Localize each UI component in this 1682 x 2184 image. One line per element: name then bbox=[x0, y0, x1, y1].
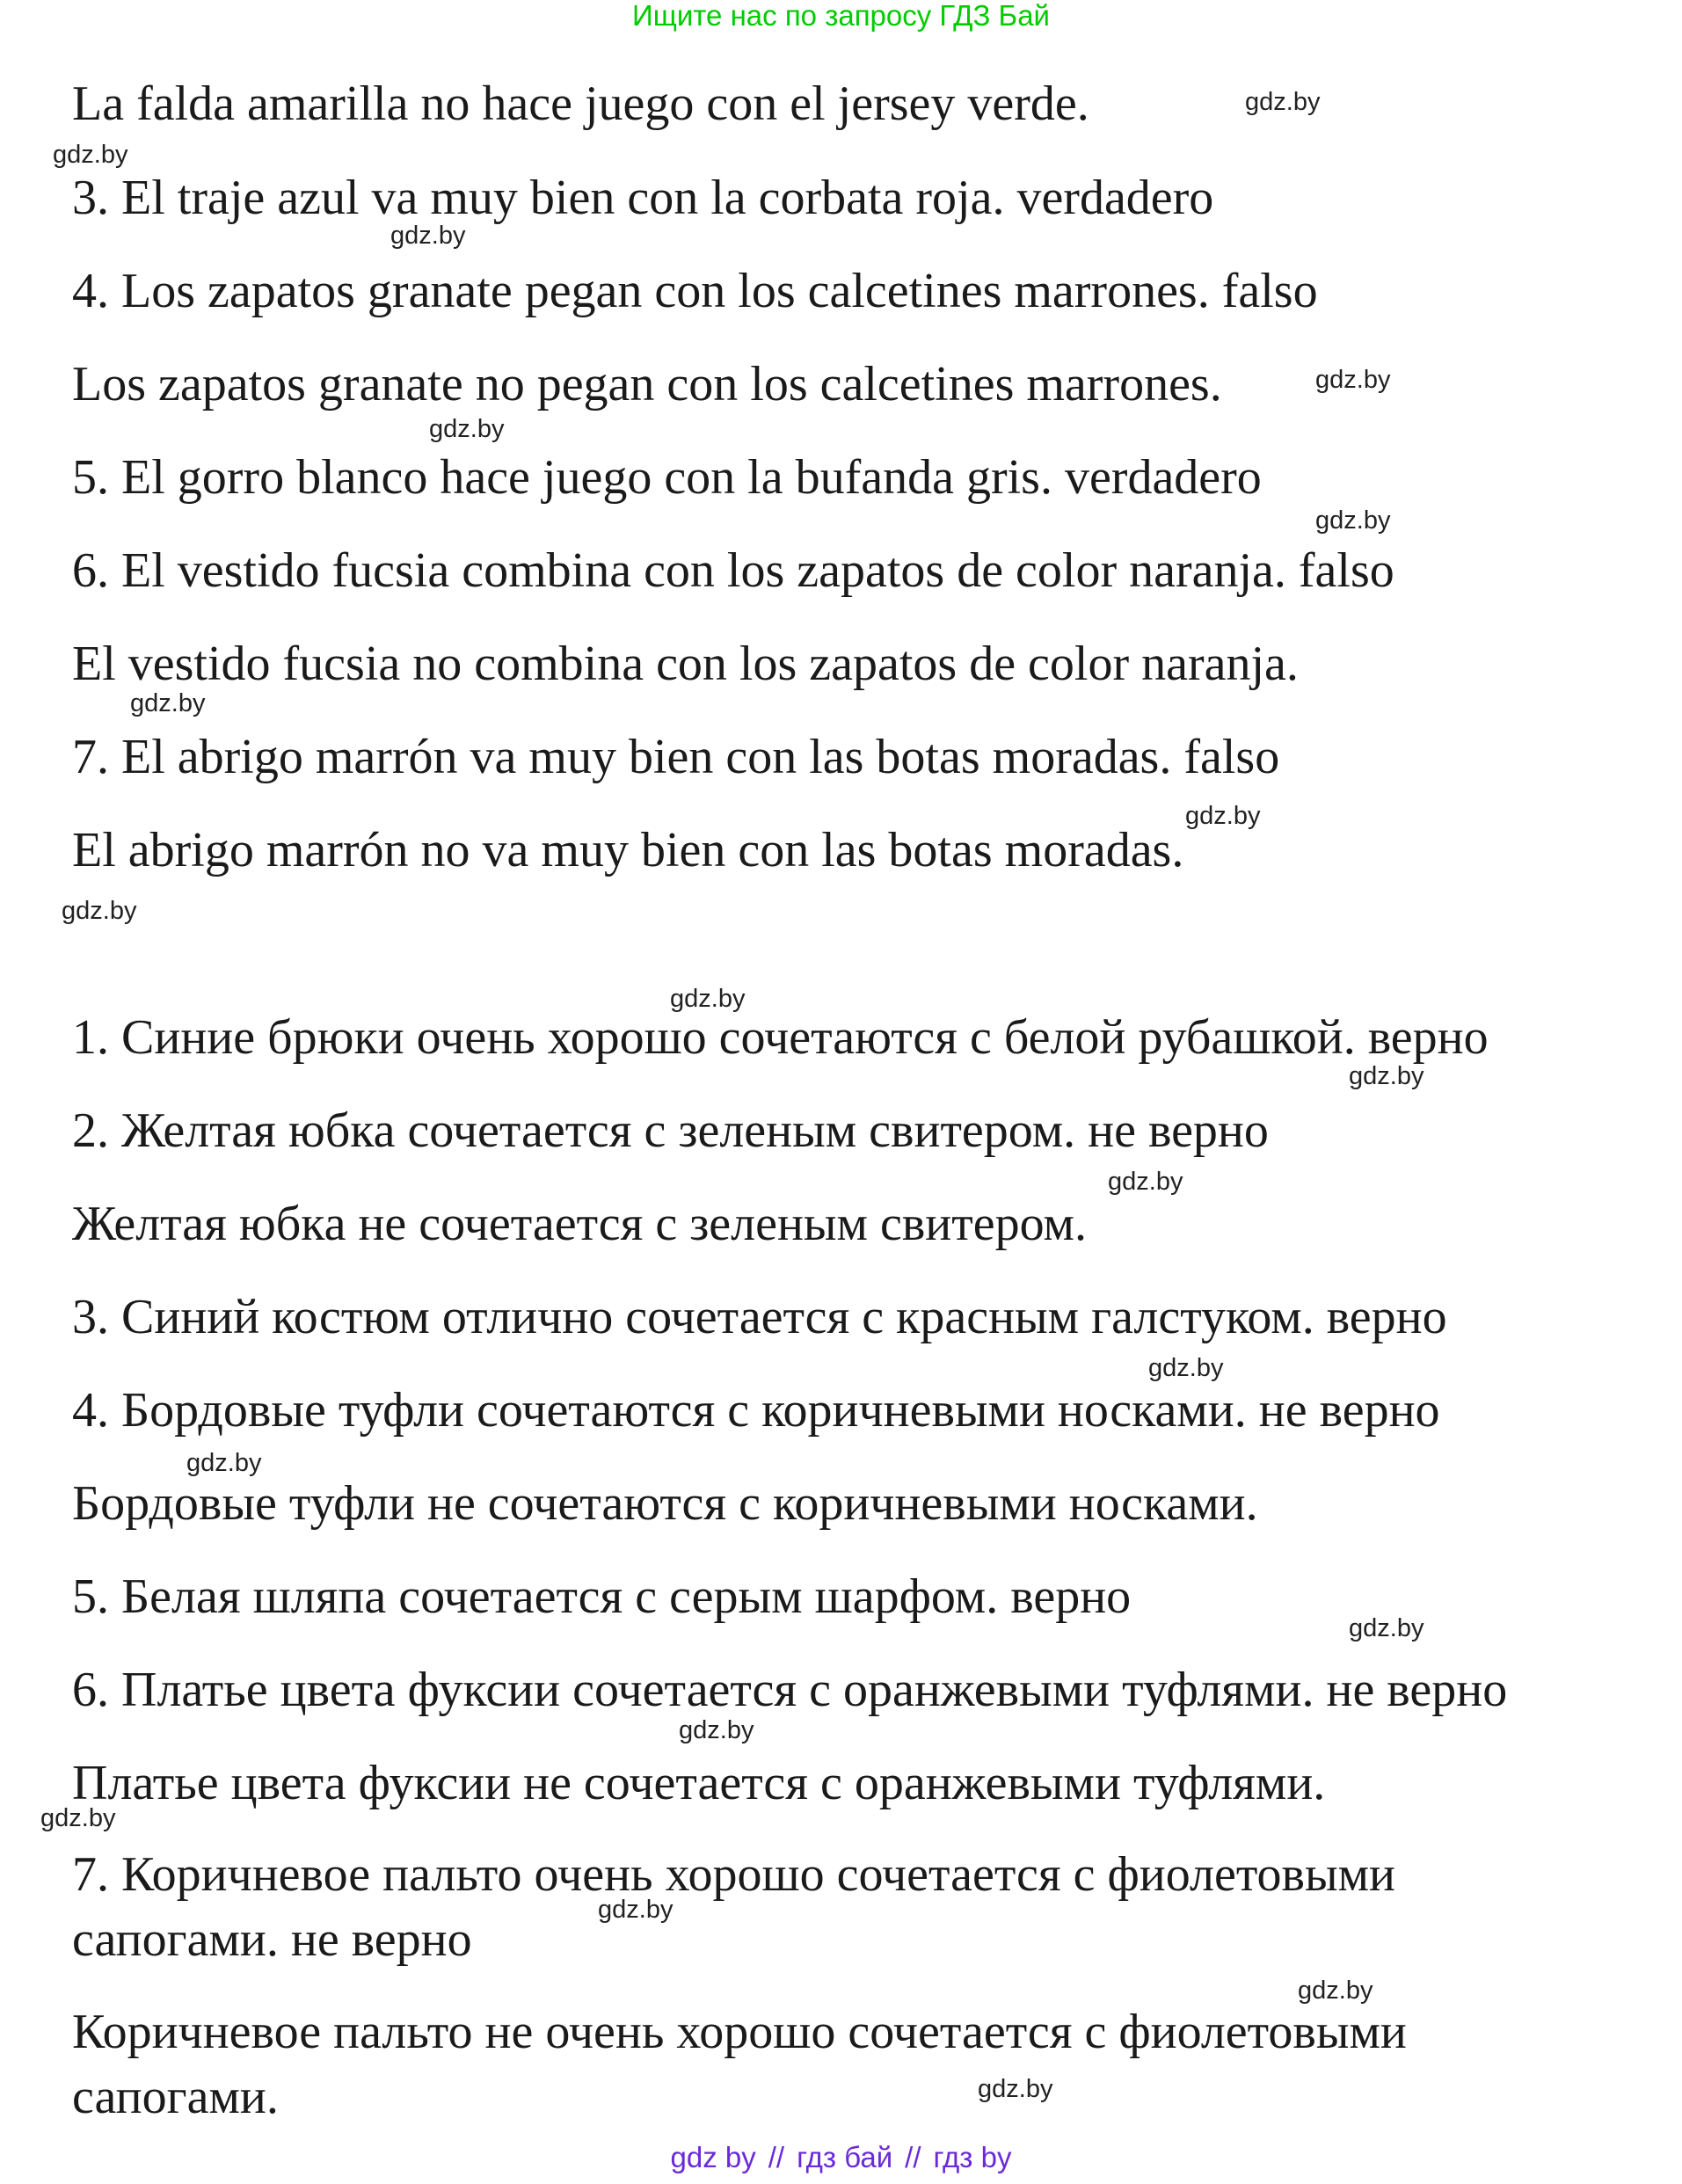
spanish-line-1: La falda amarilla no hace juego con el jersey verde. bbox=[72, 76, 1089, 131]
watermark: gdz.by bbox=[130, 689, 206, 717]
russian-line-9: Платье цвета фуксии не сочетается с оранжевыми туфлями. bbox=[72, 1756, 1326, 1810]
spanish-line-7: El vestido fucsia no combina con los zapatos de color naranja. bbox=[72, 637, 1299, 691]
spanish-line-4: Los zapatos granate no pegan con los calcetines marrones. bbox=[72, 357, 1222, 411]
watermark: gdz.by bbox=[1298, 1977, 1373, 2005]
watermark: gdz.by bbox=[429, 415, 505, 443]
watermark: gdz.by bbox=[1108, 1168, 1183, 1196]
spanish-line-9: El abrigo marrón no va muy bien con las botas moradas. bbox=[72, 823, 1184, 877]
watermark: gdz.by bbox=[1349, 1614, 1424, 1642]
footer-link-gdz-by-cyr[interactable]: гдз by bbox=[933, 2141, 1012, 2173]
watermark: gdz.by bbox=[186, 1449, 262, 1477]
watermark: gdz.by bbox=[598, 1896, 674, 1924]
russian-line-1: 1. Синие брюки очень хорошо сочетаются с белой рубашкой. верно bbox=[72, 1010, 1489, 1065]
russian-line-8: 6. Платье цвета фуксии сочетается с оранжевыми туфлями. не верно bbox=[72, 1663, 1508, 1717]
watermark: gdz.by bbox=[1148, 1354, 1224, 1382]
watermark: gdz.by bbox=[1315, 506, 1391, 535]
watermark: gdz.by bbox=[1349, 1062, 1424, 1090]
watermark: gdz.by bbox=[670, 985, 746, 1013]
site-header-note: Ищите нас по запросу ГДЗ Бай bbox=[632, 0, 1050, 32]
russian-line-7: 5. Белая шляпа сочетается с серым шарфом. верно bbox=[72, 1569, 1132, 1624]
russian-line-5: 4. Бордовые туфли сочетаются с коричневыми носками. не верно bbox=[72, 1383, 1440, 1438]
watermark: gdz.by bbox=[390, 222, 466, 250]
russian-line-4: 3. Синий костюм отлично сочетается с красным галстуком. верно bbox=[72, 1290, 1447, 1344]
watermark: gdz.by bbox=[1315, 366, 1391, 394]
russian-line-2: 2. Желтая юбка сочетается с зеленым свитером. не верно bbox=[72, 1103, 1269, 1158]
footer-separator: // bbox=[768, 2141, 785, 2173]
footer-link-gdz-bai[interactable]: гдз бай bbox=[797, 2141, 893, 2173]
russian-line-3: Желтая юбка не сочетается с зеленым свитером. bbox=[72, 1197, 1087, 1251]
watermark: gdz.by bbox=[1185, 802, 1261, 830]
watermark: gdz.by bbox=[978, 2075, 1053, 2103]
spanish-line-8: 7. El abrigo marrón va muy bien con las botas moradas. falso bbox=[72, 730, 1280, 784]
russian-line-10: 7. Коричневое пальто очень хорошо сочетается с фиолетовыми сапогами. не верно bbox=[72, 1847, 1396, 1967]
spanish-line-3: 4. Los zapatos granate pegan con los calcetines marrones. falso bbox=[72, 264, 1318, 318]
footer-link-gdz-by[interactable]: gdz by bbox=[670, 2141, 756, 2173]
watermark: gdz.by bbox=[1245, 88, 1321, 116]
watermark: gdz.by bbox=[62, 897, 137, 925]
watermark: gdz.by bbox=[679, 1716, 754, 1744]
spanish-line-6: 6. El vestido fucsia combina con los zapatos de color naranja. falso bbox=[72, 543, 1394, 598]
spanish-line-5: 5. El gorro blanco hace juego con la bufanda gris. verdadero bbox=[72, 450, 1262, 505]
watermark: gdz.by bbox=[53, 141, 128, 169]
footer-separator: // bbox=[905, 2141, 921, 2173]
russian-line-6: Бордовые туфли не сочетаются с коричневыми носками. bbox=[72, 1476, 1258, 1531]
watermark: gdz.by bbox=[40, 1804, 116, 1832]
spanish-line-2: 3. El traje azul va muy bien con la corbata roja. verdadero bbox=[72, 171, 1214, 225]
russian-line-11: Коричневое пальто не очень хорошо сочетается с фиолетовыми сапогами. bbox=[72, 2005, 1407, 2124]
site-footer bbox=[0, 2142, 1682, 2173]
